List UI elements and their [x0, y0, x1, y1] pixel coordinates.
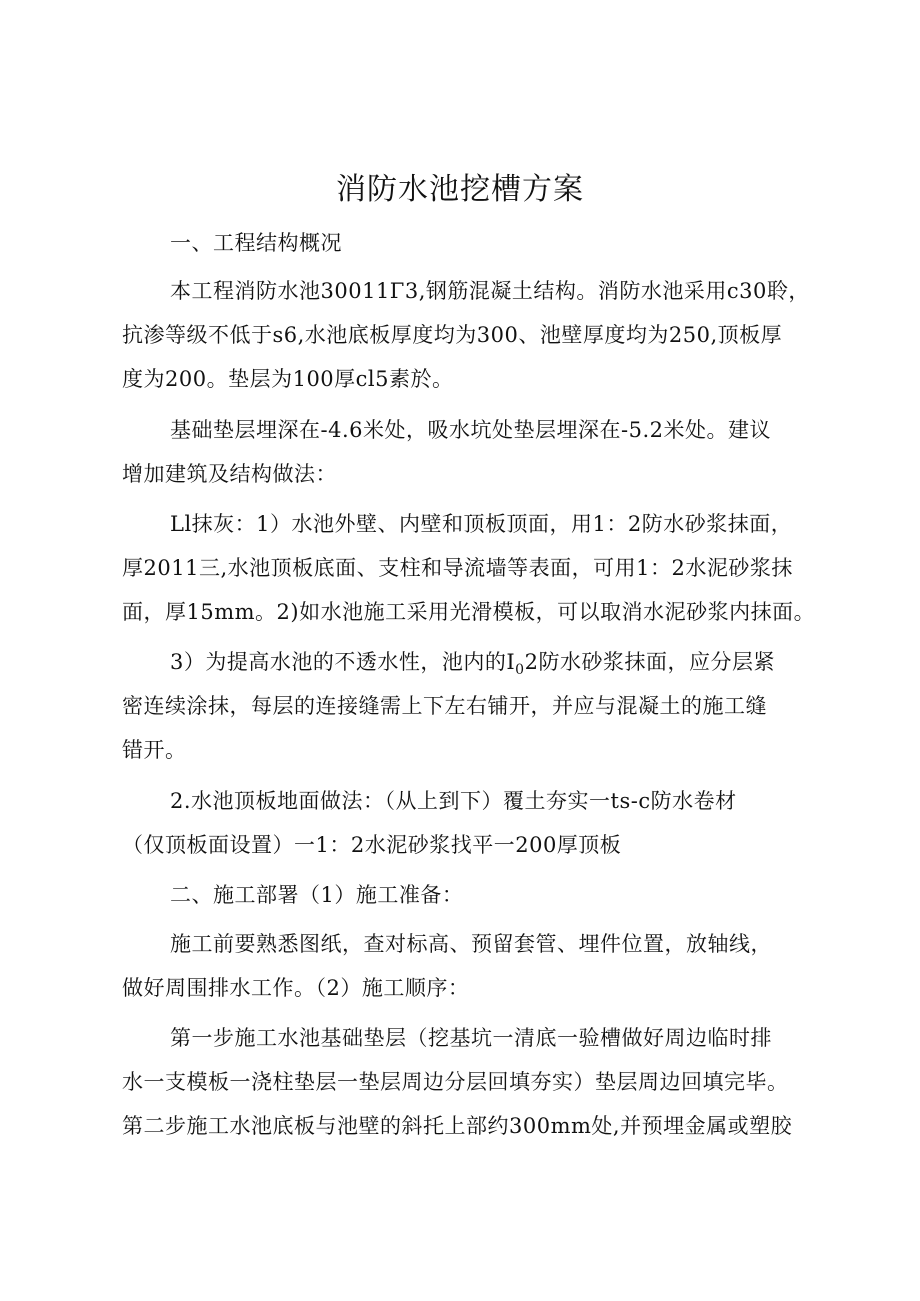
paragraph-line: 度为200。垫层为100厚cl5素於。: [122, 367, 454, 391]
paragraph-line: 错开。: [122, 738, 187, 762]
paragraph-line: [170, 647, 775, 685]
symbol-base: I: [506, 650, 516, 674]
paragraph-line: 施工前要熟悉图纸，查对标高、预留套管、埋件位置，放轴线，: [170, 932, 772, 956]
paragraph-line: Ll抹灰：1）水池外壁、内壁和顶板顶面，用1：2防水砂浆抹面，: [170, 512, 793, 536]
paragraph-line: 本工程消防水池30011Γ3,钢筋混凝土结构。消防水池采用c30聆，: [170, 279, 810, 303]
line-prefix: 3）为提高水池的不透水性，池内的: [170, 650, 507, 674]
paragraph-line: 第二步施工水池底板与池壁的斜托上部约300mm处,并预埋金属或塑胶: [122, 1114, 793, 1138]
paragraph-line: 增加建筑及结构做法：: [122, 462, 337, 486]
section-heading-deployment: 二、施工部署（1）施工准备：: [170, 883, 464, 907]
paragraph-line: 做好周围排水工作。（2）施工顺序：: [122, 976, 470, 1000]
paragraph-line: 基础垫层埋深在-4.6米处，吸水坑处垫层埋深在-5.2米处。建议: [170, 418, 771, 442]
paragraph-line: 第一步施工水池基础垫层（挖基坑一清底一验槽做好周边临时排: [170, 1026, 772, 1050]
symbol-subscript: 0: [515, 662, 525, 678]
paragraph-line: （仅顶板面设置）一1：2水泥砂浆找平一200厚顶板: [122, 833, 622, 857]
line-suffix: 2防水砂浆抹面，应分层紧: [524, 650, 775, 674]
paragraph-line: 面，厚15mm。2)如水池施工采用光滑模板，可以取消水泥砂浆内抹面。: [122, 600, 816, 624]
page-title: 消防水池挖槽方案: [336, 172, 584, 207]
paragraph-line: 抗渗等级不低于s6,水池底板厚度均为300、池壁厚度均为250,顶板厚: [122, 323, 783, 347]
paragraph-line: 水一支模板一浇柱垫层一垫层周边分层回填夯实）垫层周边回填完毕。: [122, 1070, 789, 1094]
paragraph-line: 厚2011三,水池顶板底面、支柱和导流墙等表面，可用1：2水泥砂浆抹: [122, 556, 793, 580]
section-heading-structure: 一、工程结构概况: [170, 231, 342, 255]
paragraph-line: 密连续涂抹，每层的连接缝需上下左右铺开，并应与混凝土的施工缝: [122, 694, 767, 718]
paragraph-line: 2.水池顶板地面做法：（从上到下）覆土夯实一ts-c防水卷材: [170, 789, 737, 813]
